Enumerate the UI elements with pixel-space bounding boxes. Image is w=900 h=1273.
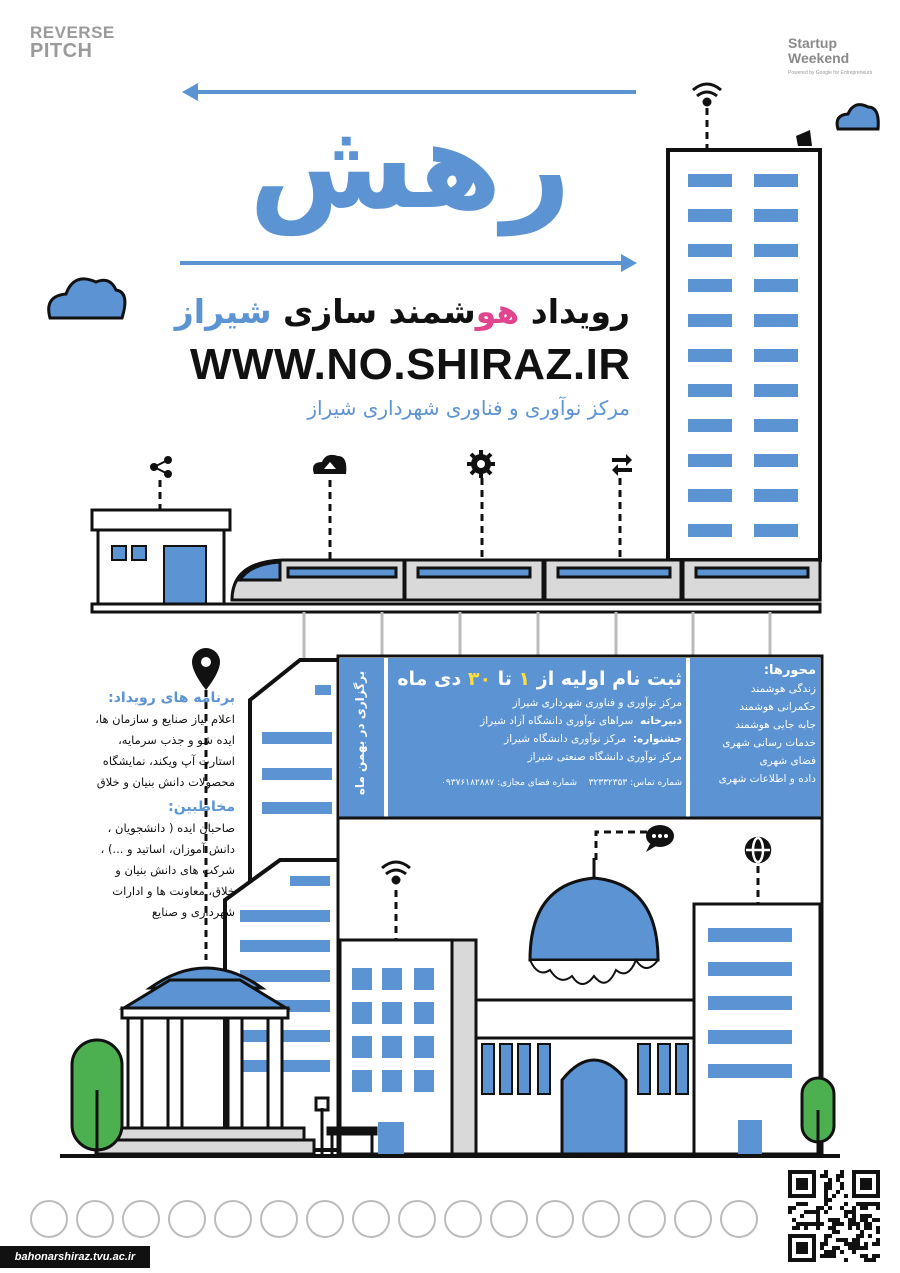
sponsor-logo [536,1200,574,1238]
qr-code-icon[interactable] [788,1170,880,1262]
reverse-pitch-logo [30,24,115,60]
contact-phone[interactable]: ۳۲۳۳۲۳۵۳ [588,778,628,788]
audience-item: خلاق، معاونت ها و ادارات [112,884,235,898]
vertical-note-text: برگزاری در بهمن ماه [353,670,367,796]
cloud-icon [837,105,878,129]
sponsor-logo [398,1200,436,1238]
axes-title: محورها: [763,663,816,678]
registration-info [392,664,682,792]
sponsor-logo [352,1200,390,1238]
sponsor-logo [306,1200,344,1238]
event-url-link[interactable]: WWW.NO.SHIRAZ.IR [190,340,631,389]
left-info-block [40,688,235,923]
wifi-icon [693,84,721,105]
audience-title: مخاطبین: [168,799,235,815]
gear-icon [467,450,495,478]
secretariat-row [392,712,682,730]
sponsor-logo [168,1200,206,1238]
subtitle-highlight1: هو [475,292,520,331]
audience-item: صاحبان ایده ( دانشجویان ، [107,821,235,835]
startup-weekend-logo [788,36,872,81]
festival-label: جشنواره: [632,733,682,745]
sponsor-logo [674,1200,712,1238]
sponsor-logo [30,1200,68,1238]
wifi-building [340,940,476,1154]
secretariat-line: سراهای نوآوری دانشگاه آزاد شیراز [480,715,634,727]
axes-item: حکمرانی هوشمند [739,701,816,713]
programs-title: برنامه های رویداد: [108,690,235,706]
sponsor-logo [628,1200,666,1238]
axes-item: جابه جایی هوشمند [735,719,816,731]
globe-icon [746,838,770,862]
swap-icon [612,454,632,476]
share-icon [150,456,172,478]
startup-weekend-sub: Powered by Google for Entrepreneurs [788,70,873,76]
rail-supports [304,612,770,660]
event-title: رهش [249,97,571,236]
axes-item: فضای شهری [759,755,816,767]
programs-item: اعلام نیاز صنایع و سازمان ها، [95,712,235,726]
sponsor-logo [76,1200,114,1238]
virtual-label: شماره فضای مجازی: [497,778,578,788]
registration-end-day: ۳۰ [467,668,492,690]
registration-start-day: ۱ [518,668,531,690]
location-pin-icon [192,648,220,690]
station-house [92,510,230,606]
festival-line: مرکز نوآوری دانشگاه شیراز [504,733,627,745]
programs-item: محصولات دانش بنیان و خلاق [96,775,235,789]
subtitle-highlight2: شیراز [174,292,272,331]
secretariat-line: مرکز نوآوری و فناوری شهرداری شیراز [512,697,682,709]
cloud-upload-icon [313,455,346,474]
axes-list [698,662,816,788]
axes-item: داده و اطلاعات شهری [718,773,816,785]
footer-site-link[interactable]: bahonarshiraz.tvu.ac.ir [0,1246,150,1268]
audience-item: شهرداری و صنایع [151,905,235,919]
axes-item: زندگی هوشمند [750,683,816,695]
organizer-name: مرکز نوآوری و فناوری شهرداری شیراز [307,396,630,420]
sponsor-logo [214,1200,252,1238]
contact-row [392,774,682,792]
programs-item: ایده شو و جذب سرمایه، [118,733,235,747]
audience-item: دانش آموزان، اساتید و ...) ، [100,842,235,856]
festival-line: مرکز نوآوری دانشگاه صنعتی شیراز [527,751,682,763]
sponsor-logo [260,1200,298,1238]
subtitle-part1: رویداد [519,292,630,331]
tall-building [668,130,820,560]
sponsor-logo [490,1200,528,1238]
reverse-pitch-line1: REVERSE [30,23,115,42]
registration-title-part2: تا [491,668,519,690]
registration-title-part1: ثبت نام اولیه از [530,668,682,690]
startup-weekend-line1: Startup [788,35,837,51]
right-arrow [180,254,637,272]
sponsor-logo [582,1200,620,1238]
subtitle-part2: شمند سازی [271,292,476,331]
sponsor-logo [444,1200,482,1238]
festival-row [392,730,682,748]
axes-item: خدمات رسانی شهری [722,737,816,749]
startup-weekend-line2: Weekend [788,50,850,66]
tree [72,1040,122,1154]
sponsor-logo [720,1200,758,1238]
bird-icon [796,130,812,146]
event-subtitle [160,292,630,331]
secretariat-label: دبیرخانه [640,715,682,727]
registration-title-part3: دی ماه [397,668,468,690]
registration-title [392,664,682,694]
cloud-icon [49,279,125,318]
vertical-note [340,660,382,820]
sponsor-logo [122,1200,160,1238]
contact-label: شماره تماس: [630,778,682,788]
programs-item: استارت آپ ویکند، نمایشگاه [102,754,235,768]
reverse-pitch-line2: PITCH [30,40,93,62]
audience-item: شرکت های دانش بنیان و [115,863,235,877]
virtual-phone[interactable]: ۰۹۳۷۶۱۸۲۸۸۷ [441,778,495,788]
